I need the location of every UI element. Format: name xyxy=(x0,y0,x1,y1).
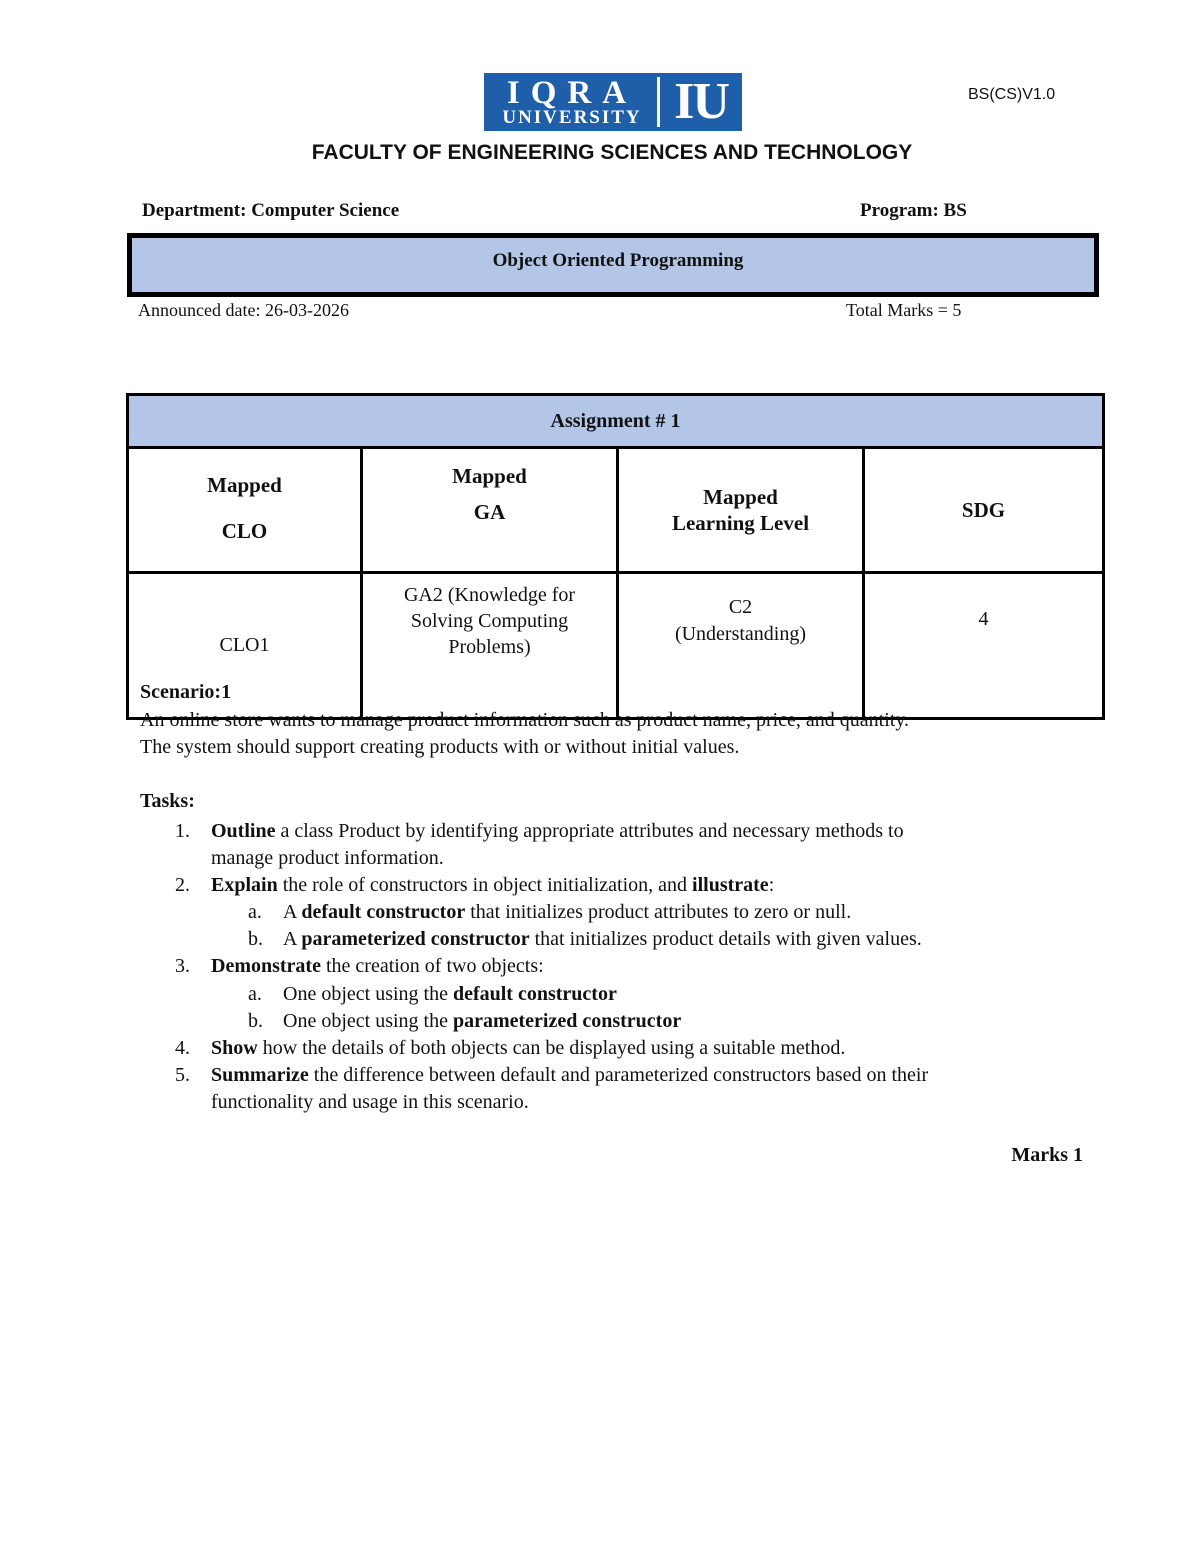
task-5-number: 5. xyxy=(175,1064,190,1086)
header-ll-line2: Learning Level xyxy=(671,511,810,535)
total-marks: Total Marks = 5 xyxy=(846,300,962,320)
header-learning-level xyxy=(618,448,864,573)
task-1 xyxy=(211,818,1083,845)
task-2b xyxy=(283,926,922,953)
task-3a-pre: One object using the xyxy=(283,983,453,1005)
task-2b-pre: A xyxy=(283,928,302,950)
header-clo-line1: Mapped xyxy=(207,473,282,497)
task-2-verb: Explain xyxy=(211,874,278,896)
course-title: Object Oriented Programming xyxy=(492,250,744,271)
task-3-verb: Demonstrate xyxy=(211,955,321,977)
department-label: Department: Computer Science xyxy=(142,200,400,221)
scenario-line1: An online store wants to manage product information such as product name, price, and quantity. xyxy=(140,709,910,731)
scenario-text xyxy=(140,707,1090,761)
value-sdg xyxy=(864,573,1104,719)
value-ga xyxy=(362,573,618,719)
header-ga-line1: Mapped xyxy=(452,464,527,488)
header-ll-line1: Mapped xyxy=(703,485,778,509)
task-3b-bold: parameterized constructor xyxy=(452,1010,682,1032)
task-2-text-2: : xyxy=(768,874,775,896)
program-label: Program: BS xyxy=(860,200,967,221)
task-3-number: 3. xyxy=(175,955,190,977)
course-title-box xyxy=(127,233,1099,297)
task-1-verb: Outline xyxy=(211,820,276,842)
header-sdg xyxy=(864,448,1104,573)
table-row xyxy=(128,573,1104,719)
task-2a-post: that initializes product attributes to zero or null. xyxy=(465,901,852,923)
document-code: BS(CS)V1.0 xyxy=(968,86,1056,103)
task-2b-bold: parameterized constructor xyxy=(301,928,530,950)
task-2a-letter: a. xyxy=(248,901,262,923)
tasks-label: Tasks: xyxy=(140,790,195,812)
scenario-line2: The system should support creating products with or without initial values. xyxy=(140,736,740,758)
task-2a-bold: default constructor xyxy=(301,901,466,923)
announced-date: Announced date: 26-03-2026 xyxy=(138,300,349,320)
logo-wordmark xyxy=(484,73,660,131)
task-5-verb: Summarize xyxy=(211,1064,309,1086)
header-clo-line2: CLO xyxy=(221,519,268,543)
marks-label: Marks 1 xyxy=(1011,1144,1083,1166)
task-3-text: the creation of two objects: xyxy=(320,955,544,977)
task-4-text: how the details of both objects can be displayed using a suitable method. xyxy=(257,1037,846,1059)
task-3b-letter: b. xyxy=(248,1010,263,1032)
header-clo xyxy=(128,448,362,573)
logo-university-text: UNIVERSITY xyxy=(502,107,642,128)
task-1-continuation: manage product information. xyxy=(211,847,444,869)
task-2b-post: that initializes product details with given values. xyxy=(529,928,922,950)
task-3b xyxy=(283,1008,681,1035)
value-ga-line1: GA2 (Knowledge for xyxy=(403,584,576,606)
task-3 xyxy=(211,953,1083,980)
logo-iu-mark: IU xyxy=(674,73,728,130)
task-3a-bold: default constructor xyxy=(452,983,617,1005)
value-learning-level xyxy=(618,573,864,719)
assignment-title: Assignment # 1 xyxy=(550,409,681,432)
task-3b-pre: One object using the xyxy=(283,1010,453,1032)
table-header-row xyxy=(128,448,1104,573)
task-2 xyxy=(211,872,1083,899)
scenario-label: Scenario:1 xyxy=(140,681,232,703)
task-4-number: 4. xyxy=(175,1037,190,1059)
value-ga-line2: Solving Computing xyxy=(410,610,569,632)
task-2-text: the role of constructors in object initialization, and xyxy=(277,874,693,896)
task-2-number: 2. xyxy=(175,874,190,896)
task-1-text: a class Product by identifying appropriate attributes and necessary methods to xyxy=(275,820,904,842)
assignment-title-cell xyxy=(128,395,1104,448)
header-ga-line2: GA xyxy=(473,500,506,524)
task-2-verb-2: illustrate xyxy=(692,874,769,896)
faculty-heading: FACULTY OF ENGINEERING SCIENCES AND TECHNOLOGY xyxy=(311,141,913,164)
logo-iqra-text: IQRA xyxy=(506,75,638,111)
value-clo-text: CLO1 xyxy=(219,634,270,656)
task-2b-letter: b. xyxy=(248,928,263,950)
task-5 xyxy=(211,1062,1083,1089)
value-ga-line3: Problems) xyxy=(448,636,531,658)
task-5-continuation: functionality and usage in this scenario. xyxy=(211,1091,529,1113)
task-4-verb: Show xyxy=(211,1037,258,1059)
assignment-mapping-table xyxy=(126,393,1105,720)
logo-divider xyxy=(657,77,660,127)
value-ll-line2: (Understanding) xyxy=(674,623,807,645)
task-1-number: 1. xyxy=(175,820,190,842)
task-3a-letter: a. xyxy=(248,983,262,1005)
task-5-text: the difference between default and parameterized constructors based on their xyxy=(308,1064,929,1086)
value-ll-line1: C2 xyxy=(728,596,753,618)
value-sdg-text: 4 xyxy=(978,608,989,630)
header-sdg-line1: SDG xyxy=(961,498,1006,522)
task-2a-pre: A xyxy=(283,901,302,923)
task-4 xyxy=(211,1035,1083,1062)
university-logo xyxy=(484,73,742,131)
task-2a xyxy=(283,899,851,926)
task-3a xyxy=(283,981,617,1008)
header-ga xyxy=(362,448,618,573)
